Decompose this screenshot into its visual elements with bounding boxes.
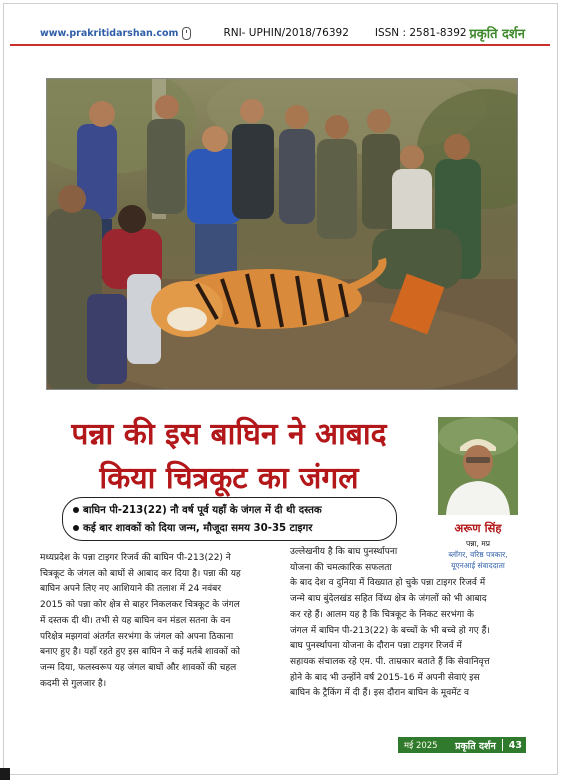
website-text: www.prakritidarshan.com: [40, 27, 179, 39]
body-line: जन्म दिया, फलस्वरूप यह जंगल बाघों और शावकों की चहल: [40, 662, 237, 673]
footer-brand: प्रकृति दर्शन: [455, 740, 496, 752]
highlights-box: [62, 497, 397, 541]
body-line: के बाद देश व दुनिया में विख्यात हो चुके पन्ना टाइगर रिजर्व में: [290, 578, 486, 589]
author-portrait: [438, 417, 518, 515]
body-line: होने के बाद भी उन्होंने वर्ष 2015-16 में अपनी सेवाएं इस: [290, 672, 480, 683]
corner-mark: [0, 768, 10, 780]
rni-number: RNI- UPHIN/2018/76392: [223, 27, 349, 39]
page-header: [40, 22, 525, 44]
body-line: 2015 को पन्ना कोर क्षेत्र से बाहर निकलकर चित्रकूट के जंगल: [40, 600, 240, 611]
footer-divider: [502, 739, 503, 751]
bullet-icon: [73, 507, 79, 513]
body-line: कदमी से गुलजार है।: [40, 678, 107, 689]
body-line: बाघ पुनर्स्थापना योजना के दौरान पन्ना टाइगर रिजर्व में: [290, 641, 462, 652]
body-line: उल्लेखनीय है कि बाघ पुनर्स्थापना: [290, 547, 398, 557]
body-line: सहायक संचालक रहे एम. पी. ताम्रकार बताते हैं कि सेवानिवृत्त: [290, 656, 490, 667]
tiger-rescue-photo: [46, 78, 518, 390]
author-role-1: ब्लॉगर, वरिष्ठ पत्रकार,: [448, 550, 508, 559]
author-place: पन्ना, मप्र: [466, 539, 490, 548]
body-line: कर रहे हैं। आलम यह है कि चित्रकूट के निकट सरभंगा के: [290, 609, 474, 620]
body-line: बनाए हुए है। यहाँ रहते हुए इस बाघिन ने कई मर्तबे शावकों को: [40, 647, 240, 658]
body-line: परिक्षेत्र मझगवां अंतर्गत सरभंगा के जंगल को अपना ठिकाना: [40, 631, 234, 642]
bullet-icon: [73, 525, 79, 531]
headline-line-2: किया चित्रकूट का जंगल: [99, 461, 359, 496]
magazine-brand: प्रकृति दर्शन: [469, 27, 525, 42]
mouse-icon: [182, 27, 191, 40]
headline-line-1: पन्ना की इस बाघिन ने आबाद: [71, 417, 387, 452]
header-rule: [10, 44, 550, 46]
body-line: बाघिन के ट्रैकिंग में दी हैं। इस दौरान बाघिन के मूवमेंट व: [290, 688, 469, 699]
body-line: चित्रकूट के जंगल को बाघों से आबाद कर दिया है। पन्ना की यह: [40, 568, 241, 579]
author-role-2: यूएनआई संवाददाता: [451, 561, 505, 570]
body-line: जंगल में बाघिन पी-213(22) के बच्चों के भी बच्चे हो गए हैं।: [290, 625, 490, 636]
body-column-1: [40, 551, 277, 692]
body-line: मध्यप्रदेश के पन्ना टाइगर रिजर्व की बाघिन पी-213(22) ने: [40, 553, 231, 563]
body-column-2: [290, 545, 528, 702]
body-line: जन्मे बाघ बुंदेलखंड सहित विंध्य क्षेत्र के जंगलों को भी आबाद: [290, 594, 487, 605]
body-line: में दस्तक दी थी। तभी से यह बाघिन वन मंडल सतना के वन: [40, 615, 231, 626]
website-link[interactable]: [40, 27, 191, 40]
page-number: 43: [508, 739, 522, 751]
issn-number: ISSN : 2581-8392: [374, 27, 467, 39]
issue-date: मई 2025: [404, 740, 438, 751]
body-line: योजना की चमत्कारिक सफलता: [290, 562, 392, 573]
body-line: बाघिन अपने लिए नए आशियाने की तलाश में 24 नवंबर: [40, 584, 222, 595]
highlight-item: [73, 520, 386, 538]
highlight-text: बाघिन पी-213(22) नौ वर्ष पूर्व यहाँ के जंगल में दी थी दस्तक: [83, 505, 322, 516]
page-footer: [398, 737, 526, 753]
highlight-item: [73, 502, 386, 520]
highlight-text: कई बार शावकों को दिया जन्म, मौजूदा समय 30-35 टाइगर: [83, 523, 313, 534]
headline: [22, 413, 436, 501]
author-name: अरूण सिंह: [454, 521, 502, 535]
